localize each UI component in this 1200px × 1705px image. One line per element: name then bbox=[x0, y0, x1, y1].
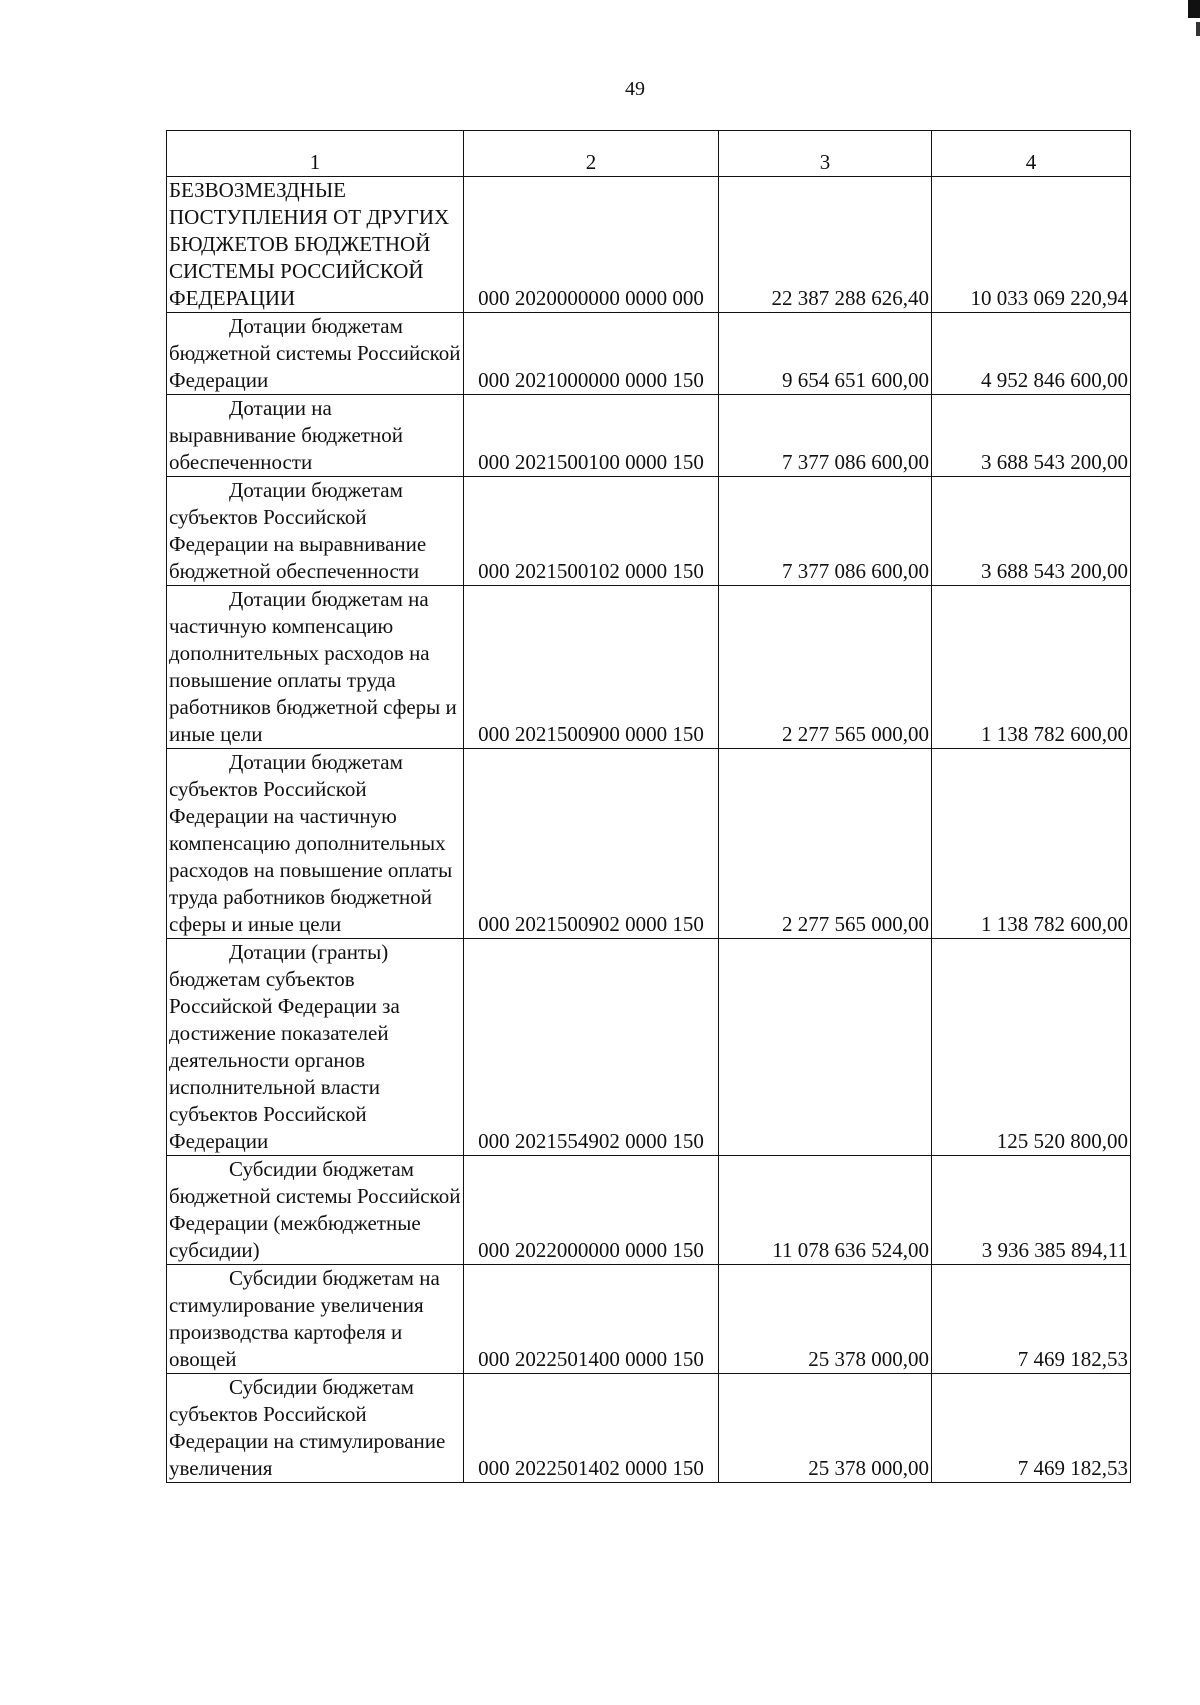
row-name: Дотации на выравнивание бюджетной обеспеченности bbox=[169, 396, 403, 474]
row-name-cell bbox=[167, 1374, 464, 1483]
row-name-cell bbox=[167, 177, 464, 313]
row-code: 000 2020000000 0000 000 bbox=[464, 177, 719, 313]
row-code: 000 2021554902 0000 150 bbox=[464, 939, 719, 1156]
row-name: Дотации бюджетам субъектов Российской Федерации на частичную компенсацию дополнительных расходов на повышение оплаты труда работников бюджетной сферы и иные цели bbox=[169, 750, 453, 936]
row-name-cell bbox=[167, 749, 464, 939]
column-header: 1 bbox=[167, 131, 464, 177]
row-name: Субсидии бюджетам бюджетной системы Российской Федерации (межбюджетные субсидии) bbox=[169, 1157, 461, 1262]
row-name: Субсидии бюджетам субъектов Российской Федерации на стимулирование увеличения bbox=[169, 1375, 446, 1480]
row-amount-col4: 7 469 182,53 bbox=[932, 1265, 1131, 1374]
row-name-cell bbox=[167, 1265, 464, 1374]
table-row bbox=[167, 1374, 1131, 1483]
table-row bbox=[167, 586, 1131, 749]
scan-edge-mark bbox=[1188, 0, 1200, 18]
table-row bbox=[167, 477, 1131, 586]
row-code: 000 2021500102 0000 150 bbox=[464, 477, 719, 586]
budget-table bbox=[166, 130, 1131, 1483]
row-amount-col4: 3 936 385 894,11 bbox=[932, 1156, 1131, 1265]
column-header: 3 bbox=[719, 131, 932, 177]
table-row bbox=[167, 395, 1131, 477]
row-code: 000 2022501400 0000 150 bbox=[464, 1265, 719, 1374]
row-code: 000 2021000000 0000 150 bbox=[464, 313, 719, 395]
row-amount-col3: 9 654 651 600,00 bbox=[719, 313, 932, 395]
row-name-cell bbox=[167, 313, 464, 395]
column-header: 2 bbox=[464, 131, 719, 177]
table-row bbox=[167, 177, 1131, 313]
row-code: 000 2022000000 0000 150 bbox=[464, 1156, 719, 1265]
row-name: Субсидии бюджетам на стимулирование увеличения производства картофеля и овощей bbox=[169, 1266, 440, 1371]
row-amount-col3: 25 378 000,00 bbox=[719, 1265, 932, 1374]
table-header-row bbox=[167, 131, 1131, 177]
row-name: Дотации бюджетам бюджетной системы Российской Федерации bbox=[169, 314, 461, 392]
row-amount-col4: 1 138 782 600,00 bbox=[932, 749, 1131, 939]
row-name-cell bbox=[167, 586, 464, 749]
row-name: БЕЗВОЗМЕЗДНЫЕ ПОСТУПЛЕНИЯ ОТ ДРУГИХ БЮДЖЕТОВ БЮДЖЕТНОЙ СИСТЕМЫ РОССИЙСКОЙ ФЕДЕРАЦИИ bbox=[169, 178, 450, 310]
row-amount-col3: 2 277 565 000,00 bbox=[719, 749, 932, 939]
table-row bbox=[167, 313, 1131, 395]
row-amount-col4: 125 520 800,00 bbox=[932, 939, 1131, 1156]
row-code: 000 2021500902 0000 150 bbox=[464, 749, 719, 939]
column-header: 4 bbox=[932, 131, 1131, 177]
row-name: Дотации (гранты) бюджетам субъектов Российской Федерации за достижение показателей деятельности органов исполнительной власти субъектов Российской Федерации bbox=[169, 940, 400, 1153]
row-amount-col4: 1 138 782 600,00 bbox=[932, 586, 1131, 749]
row-name-cell bbox=[167, 939, 464, 1156]
row-name: Дотации бюджетам субъектов Российской Федерации на выравнивание бюджетной обеспеченности bbox=[169, 478, 427, 583]
row-amount-col3: 22 387 288 626,40 bbox=[719, 177, 932, 313]
table-row bbox=[167, 749, 1131, 939]
scan-edge-mark-small bbox=[1196, 22, 1200, 36]
row-amount-col3: 7 377 086 600,00 bbox=[719, 395, 932, 477]
table-row bbox=[167, 1265, 1131, 1374]
row-code: 000 2021500900 0000 150 bbox=[464, 586, 719, 749]
row-code: 000 2021500100 0000 150 bbox=[464, 395, 719, 477]
row-code: 000 2022501402 0000 150 bbox=[464, 1374, 719, 1483]
page-number: 49 bbox=[625, 78, 645, 100]
row-name: Дотации бюджетам на частичную компенсацию дополнительных расходов на повышение оплаты труда работников бюджетной сферы и иные цели bbox=[169, 587, 457, 746]
row-amount-col3: 11 078 636 524,00 bbox=[719, 1156, 932, 1265]
row-name-cell bbox=[167, 395, 464, 477]
row-amount-col4: 4 952 846 600,00 bbox=[932, 313, 1131, 395]
row-amount-col4: 3 688 543 200,00 bbox=[932, 395, 1131, 477]
budget-table-body bbox=[167, 131, 1131, 1483]
row-amount-col4: 3 688 543 200,00 bbox=[932, 477, 1131, 586]
row-amount-col3: 7 377 086 600,00 bbox=[719, 477, 932, 586]
row-name-cell bbox=[167, 477, 464, 586]
row-amount-col4: 7 469 182,53 bbox=[932, 1374, 1131, 1483]
row-amount-col3 bbox=[719, 939, 932, 1156]
table-row bbox=[167, 1156, 1131, 1265]
row-amount-col4: 10 033 069 220,94 bbox=[932, 177, 1131, 313]
table-row bbox=[167, 939, 1131, 1156]
row-name-cell bbox=[167, 1156, 464, 1265]
row-amount-col3: 25 378 000,00 bbox=[719, 1374, 932, 1483]
row-amount-col3: 2 277 565 000,00 bbox=[719, 586, 932, 749]
